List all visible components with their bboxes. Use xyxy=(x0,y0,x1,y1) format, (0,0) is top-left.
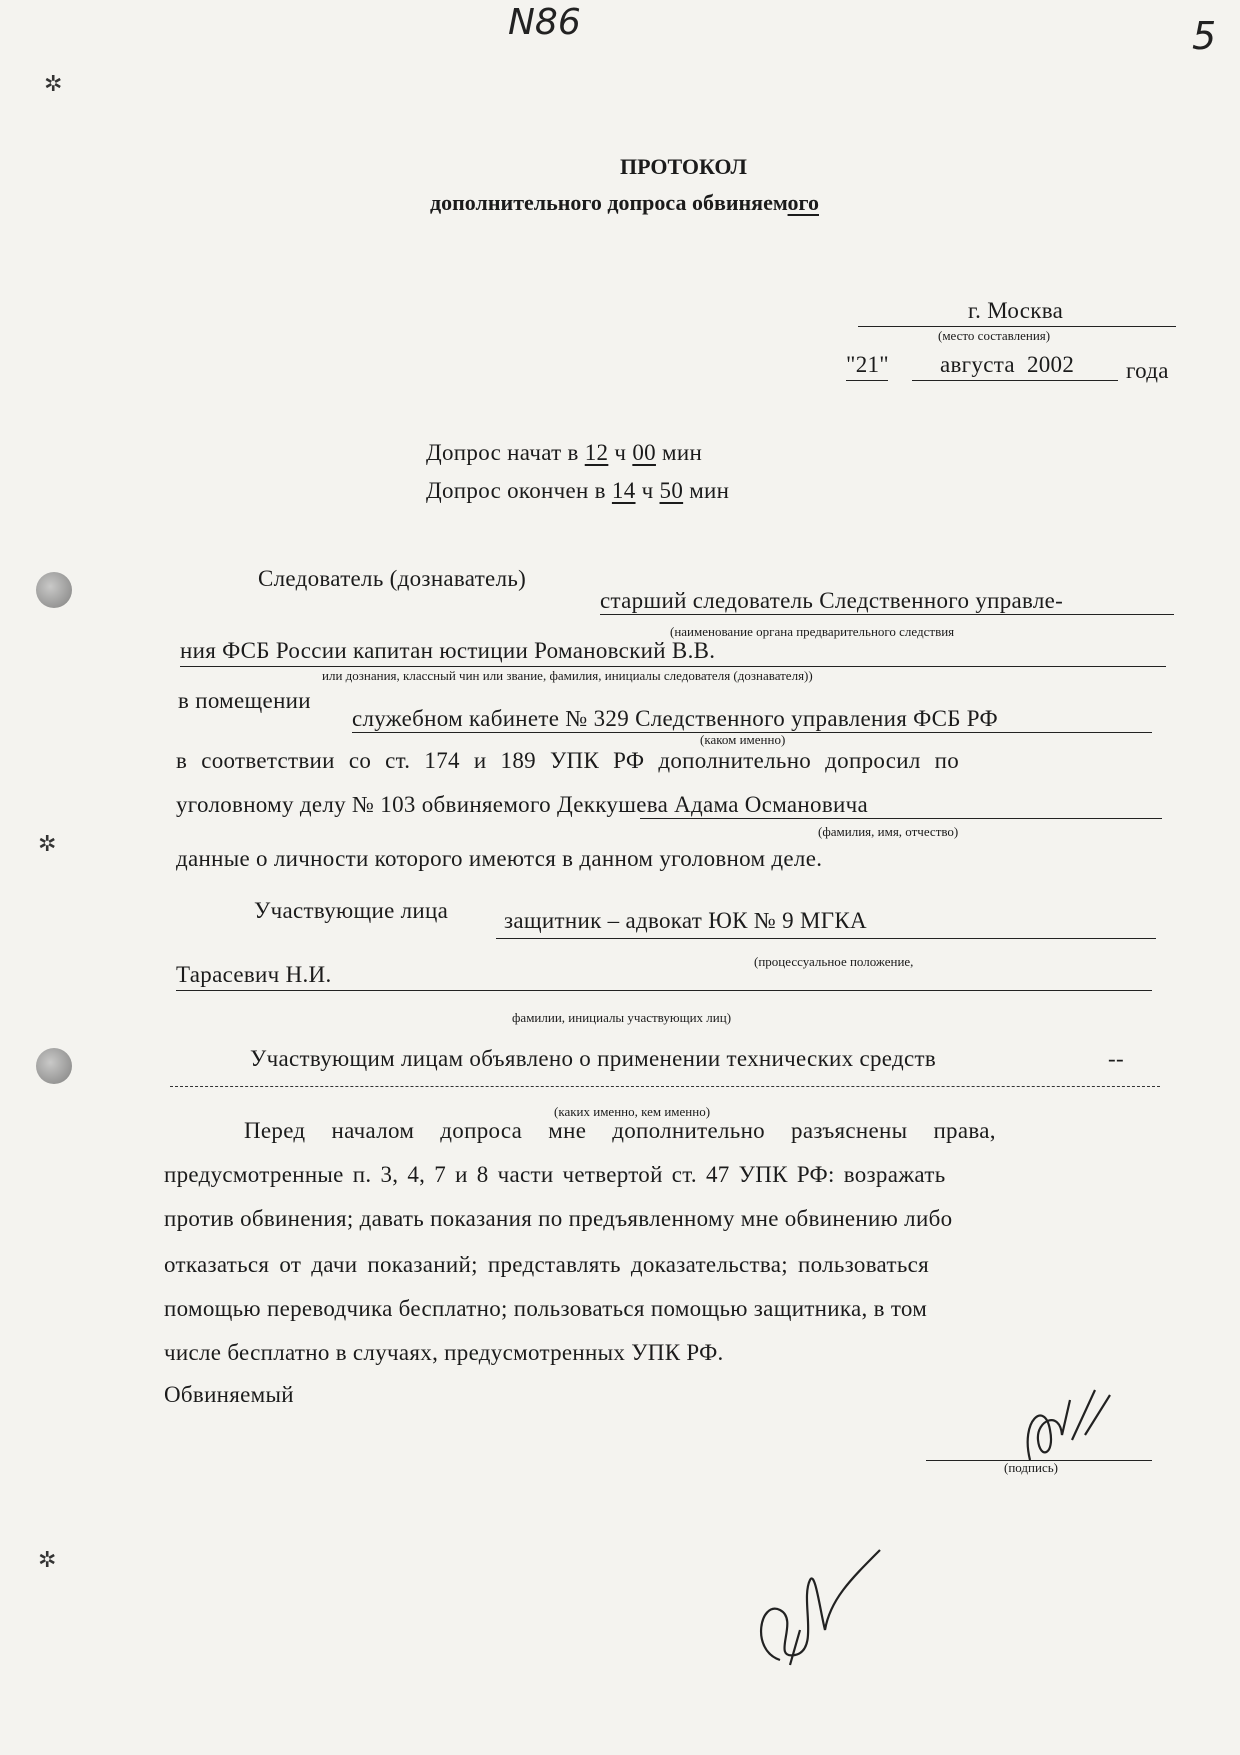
participants-underline-1 xyxy=(496,938,1156,939)
rights-line-6: числе бесплатно в случаях, предусмотренных УПК РФ. xyxy=(164,1340,724,1365)
investigator-value-2: ния ФСБ России капитан юстиции Романовский В.В. xyxy=(180,638,716,663)
investigator-caption-2: или дознания, классный чин или звание, фамилия, инициалы следователя (дознавателя)) xyxy=(322,668,813,683)
handwritten-signature-1 xyxy=(1000,1380,1120,1470)
basis-line-2-prefix: уголовному делу № 103 обвиняемого xyxy=(176,792,551,817)
room-value: служебном кабинете № 329 Следственного управления ФСБ РФ xyxy=(352,706,998,731)
room-caption: (каком именно) xyxy=(700,732,786,747)
room-label: в помещении xyxy=(178,688,311,713)
place-underline xyxy=(858,326,1176,327)
technical-means-caption: (каких именно, кем именно) xyxy=(554,1104,711,1119)
rights-line-4: отказаться от дачи показаний; представлять доказательства; пользоваться xyxy=(164,1252,929,1277)
punch-hole-top xyxy=(36,572,72,608)
signature-label: Обвиняемый xyxy=(164,1382,294,1407)
participants-caption-2: фамилии, инициалы участвующих лиц) xyxy=(512,1010,732,1025)
accused-name-underline xyxy=(640,818,1162,819)
interrogation-start xyxy=(426,440,702,466)
speck-mark: ✲ xyxy=(44,72,63,97)
investigator-value-1: старший следователь Следственного управле- xyxy=(600,588,1064,613)
interrogation-end xyxy=(426,478,729,504)
date-year-word: года xyxy=(1126,358,1169,383)
place-city: г. Москва xyxy=(968,298,1064,323)
start-hour-unit: ч xyxy=(614,440,627,465)
basis-line-2 xyxy=(176,792,868,818)
signature-caption: (подпись) xyxy=(1004,1460,1058,1475)
end-hour: 14 xyxy=(611,478,636,503)
start-minute: 00 xyxy=(632,440,656,465)
page-number: 5 xyxy=(1192,14,1217,58)
participants-value-2: Тарасевич Н.И. xyxy=(176,962,332,987)
punch-hole-bottom xyxy=(36,1048,72,1084)
document-title: ПРОТОКОЛ xyxy=(620,154,747,179)
month-underline xyxy=(912,380,1118,381)
document-number: N86 xyxy=(508,2,581,43)
participants-label: Участвующие лица xyxy=(254,898,449,923)
start-prefix: Допрос начат в xyxy=(426,440,579,465)
accused-name: Деккушева Адама Османовича xyxy=(557,792,868,817)
investigator-underline-2 xyxy=(180,666,1166,667)
investigator-label: Следователь (дознаватель) xyxy=(258,566,527,591)
end-prefix: Допрос окончен в xyxy=(426,478,606,503)
basis-line-1: в соответствии со ст. 174 и 189 УПК РФ дополнительно допросил по xyxy=(176,748,960,773)
subtitle-prefix: дополнительного допроса обвиняем xyxy=(430,190,788,215)
investigator-caption-1: (наименование органа предварительного следствия xyxy=(670,624,955,639)
speck-mark: ✲ xyxy=(38,1548,57,1573)
day-underline xyxy=(846,380,888,381)
technical-means-dashed-line xyxy=(170,1086,1160,1087)
participants-underline-2 xyxy=(176,990,1152,991)
date-day: "21" xyxy=(846,352,889,377)
document-subtitle xyxy=(430,190,819,216)
subtitle-suffix: ого xyxy=(787,190,819,215)
technical-means-value: -- xyxy=(1108,1046,1124,1071)
end-minute-unit: мин xyxy=(689,478,730,503)
participants-caption-1: (процессуальное положение, xyxy=(754,954,914,969)
end-hour-unit: ч xyxy=(641,478,654,503)
rights-line-3: против обвинения; давать показания по предъявленному мне обвинению либо xyxy=(164,1206,953,1231)
participants-value-1: защитник – адвокат ЮК № 9 МГКА xyxy=(504,908,867,933)
speck-mark: ✲ xyxy=(38,832,57,857)
rights-line-1: Перед началом допроса мне дополнительно разъяснены права, xyxy=(244,1118,996,1143)
end-minute: 50 xyxy=(659,478,684,503)
start-hour: 12 xyxy=(584,440,609,465)
accused-caption: (фамилия, имя, отчество) xyxy=(818,824,959,839)
handwritten-signature-2 xyxy=(740,1540,890,1670)
place-caption: (место составления) xyxy=(938,328,1051,343)
date-month-year: августа 2002 xyxy=(940,352,1075,377)
rights-line-2: предусмотренные п. 3, 4, 7 и 8 части четвертой ст. 47 УПК РФ: возражать xyxy=(164,1162,946,1187)
rights-line-5: помощью переводчика бесплатно; пользоваться помощью защитника, в том xyxy=(164,1296,928,1321)
technical-means-text: Участвующим лицам объявлено о применении технических средств xyxy=(250,1046,937,1071)
basis-line-3: данные о личности которого имеются в данном уголовном деле. xyxy=(176,846,823,871)
investigator-underline-1 xyxy=(600,614,1174,615)
start-minute-unit: мин xyxy=(662,440,703,465)
